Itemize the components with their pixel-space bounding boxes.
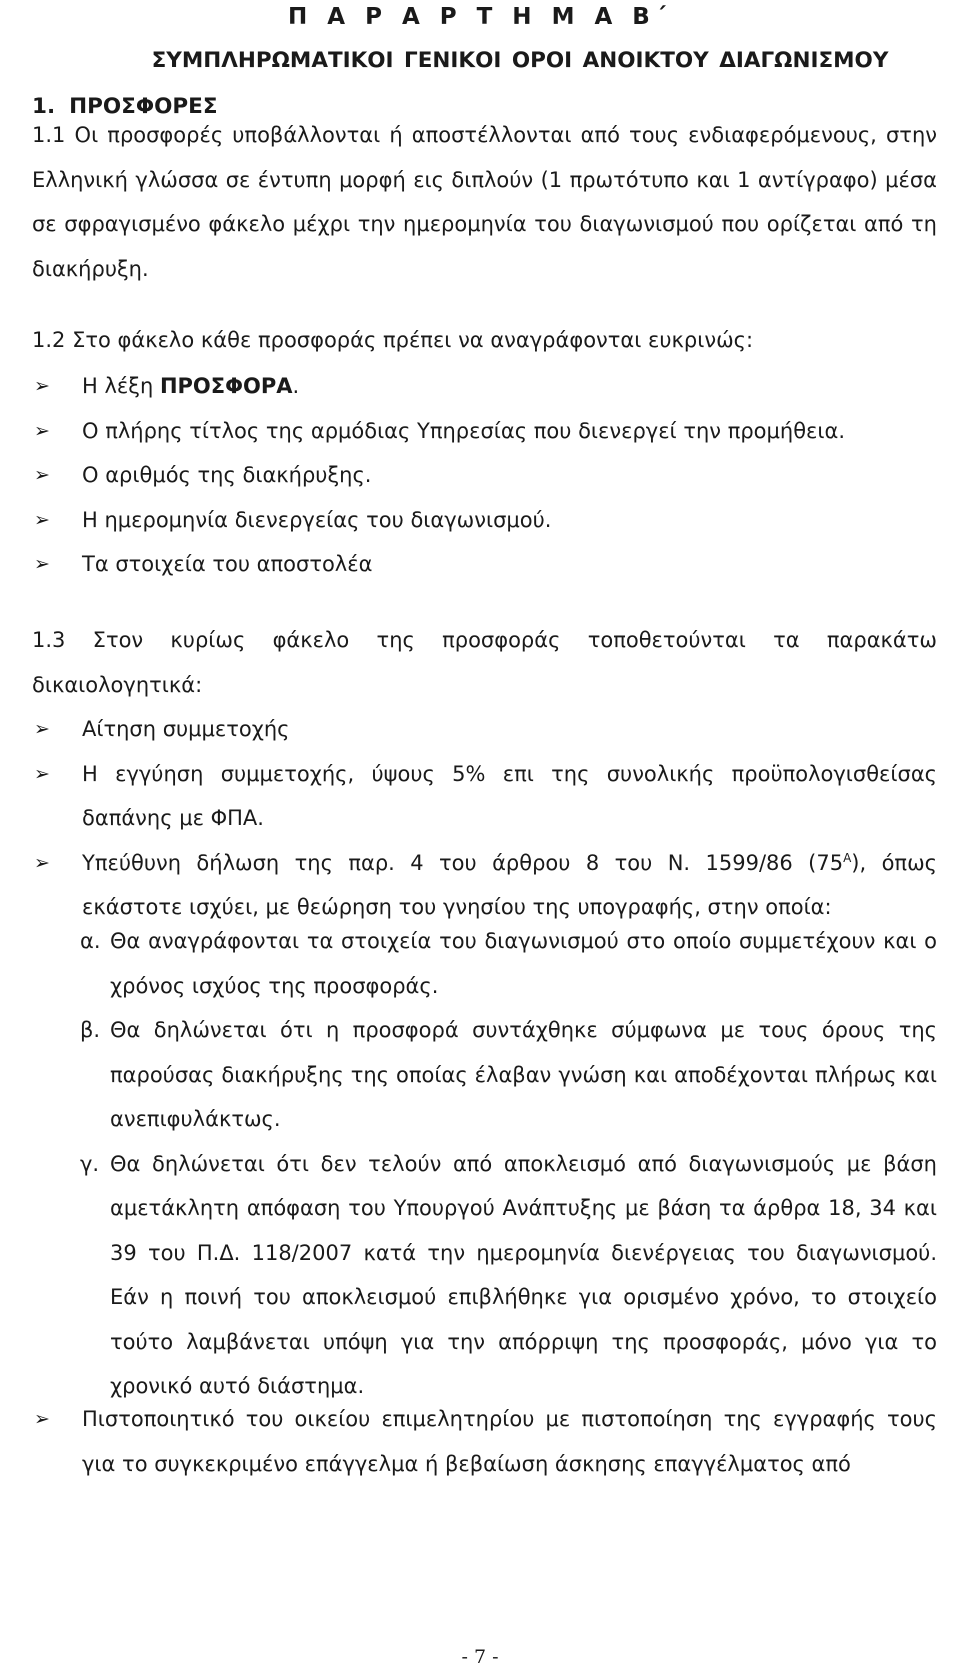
section-title: ΠΡΟΣΦΟΡΕΣ [69, 94, 218, 119]
paragraph-1-2: 1.2 Στο φάκελο κάθε προσφοράς πρέπει να αναγράφονται ευκρινώς: [32, 328, 754, 352]
arrowhead-bullet-icon: ➢ [34, 851, 50, 874]
chamber-certificate-list [32, 1397, 937, 1486]
list-item-text: Υπεύθυνη δήλωση της παρ. 4 του άρθρου 8 του Ν. 1599/86 (75 [82, 850, 844, 875]
sub-item [80, 1142, 937, 1409]
list-item-text: Η ημερομηνία διενεργείας του διαγωνισμού. [82, 507, 552, 532]
arrowhead-bullet-icon: ➢ [34, 375, 50, 397]
list-item-bold-word: ΠΡΟΣΦΟΡΑ [159, 374, 293, 398]
superscript: Α [843, 850, 852, 865]
section-number: 1. [32, 94, 56, 119]
list-item [32, 409, 937, 454]
sub-item-marker: β. [80, 1018, 101, 1042]
arrowhead-bullet-icon: ➢ [34, 508, 50, 531]
list-item-text: Η εγγύηση συμμετοχής, ύψους 5% επι της συνολικής προϋπολογισθείσας δαπάνης με ΦΠΑ. [82, 761, 937, 830]
list-item [32, 1397, 937, 1486]
arrowhead-bullet-icon: ➢ [34, 464, 50, 486]
sub-item-text: Θα δηλώνεται ότι η προσφορά συντάχθηκε σύμφωνα με τους όρους της παρούσας διακήρυξης της οποίας έλαβαν γνώση και αποδέχονται πλήρως και ανεπιφυλάκτως. [110, 1018, 937, 1131]
list-item [32, 364, 937, 409]
paragraph-1-3: 1.3 Στον κυρίως φάκελο της προσφοράς τοποθετούνται τα παρακάτω δικαιολογητικά: [32, 628, 937, 697]
paragraph-1-1: 1.1 Οι προσφορές υποβάλλονται ή αποστέλλονται από τους ενδιαφερόμενους, στην Ελληνική γλώσσα σε έντυπη μορφή εις διπλούν (1 πρωτότυπο και 1 αντίγραφο) μέσα σε σφραγισμένο φάκελο μέχρι την ημερομηνία του διαγωνισμού που ορίζεται από τη διακήρυξη. [32, 123, 937, 281]
list-item-text: Πιστοποιητικό του οικείου επιμελητηρίου με πιστοποίηση της εγγραφής τους για το συγκεκριμένο επάγγελμα ή βεβαίωση άσκησης επαγγέλματος από [82, 1407, 937, 1476]
list-item-text: Ο αριθμός της διακήρυξης. [82, 463, 372, 487]
sub-item-text: Θα δηλώνεται ότι δεν τελούν από αποκλεισμό από διαγωνισμούς με βάση αμετάκλητη απόφαση του Υπουργού Ανάπτυξης με βάση τα άρθρα 18, 34 και 39 του Π.Δ. 118/2007 κατά την ημερομηνία διενέργειας του διαγωνισμού. Εάν η ποινή του αποκλεισμού επιβλήθηκε για ορισμένο χρόνο, το στοιχείο τούτο λαμβάνεται υπόψη για την απόρριψη της προσφοράς, μόνο για το χρονικό αυτό διάστημα. [110, 1151, 937, 1398]
arrowhead-bullet-icon: ➢ [34, 553, 50, 575]
list-item-text: Ο πλήρης τίτλος της αρμόδιας Υπηρεσίας που διενεργεί την προμήθεια. [82, 418, 846, 443]
envelope-markings-list [32, 364, 937, 587]
arrowhead-bullet-icon: ➢ [34, 419, 50, 442]
declaration-subitems [80, 919, 937, 1409]
sub-item-marker: γ. [80, 1151, 100, 1176]
arrowhead-bullet-icon: ➢ [34, 762, 50, 785]
sub-item-text: Θα αναγράφονται τα στοιχεία του διαγωνισμού στο οποίο συμμετέχουν και ο χρόνος ισχύος της προσφοράς. [110, 929, 937, 998]
list-item [32, 707, 937, 752]
list-item-text: Τα στοιχεία του αποστολέα [82, 552, 373, 576]
arrowhead-bullet-icon: ➢ [34, 1408, 50, 1430]
list-item [32, 453, 937, 498]
list-item [32, 498, 937, 543]
page-number: - 7 - [461, 1646, 499, 1668]
sub-item [80, 1008, 937, 1142]
list-item-text: Η λέξη [82, 374, 160, 398]
sub-item [80, 919, 937, 1008]
sub-item-marker: α. [80, 929, 101, 953]
list-item [32, 542, 937, 587]
appendix-subtitle: ΣΥΜΠΛΗΡΩΜΑΤΙΚΟΙ ΓΕΝΙΚΟΙ ΟΡΟΙ ΑΝΟΙΚΤΟΥ ΔΙΑΓΩΝΙΣΜΟΥ [151, 48, 889, 73]
list-item [32, 752, 937, 841]
appendix-title: Π Α Ρ Α Ρ Τ Η Μ Α Β΄ [288, 4, 672, 30]
list-item-suffix: ), όπως εκάστοτε ισχύει, με θεώρηση του γνησίου της υπογραφής, στην οποία: [82, 850, 937, 919]
documents-list [32, 707, 937, 930]
arrowhead-bullet-icon: ➢ [34, 718, 50, 740]
list-item [32, 841, 937, 930]
list-item-suffix: . [292, 374, 300, 398]
list-item-text: Αίτηση συμμετοχής [82, 717, 290, 741]
